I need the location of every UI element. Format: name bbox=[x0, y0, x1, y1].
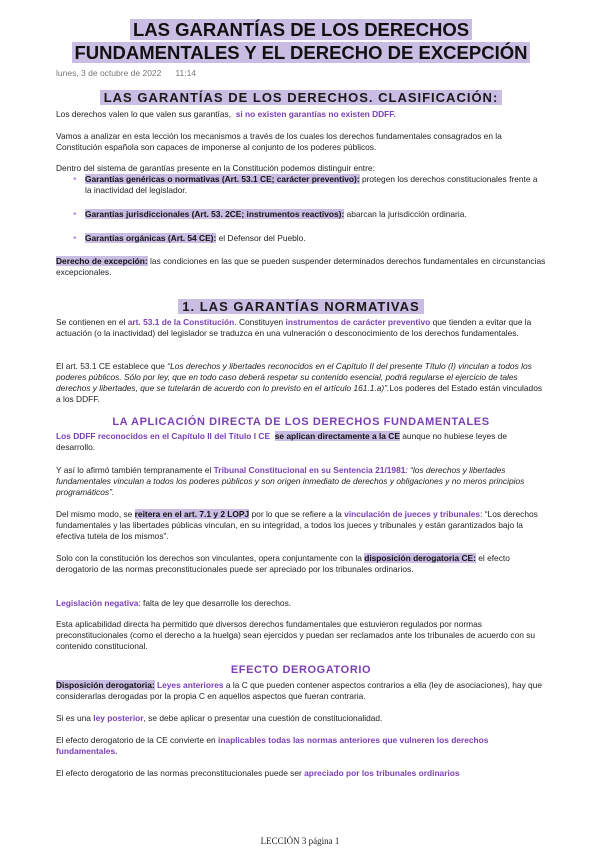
note-time: 11:14 bbox=[175, 68, 197, 78]
subheading-aplicacion-directa: LA APLICACIÓN DIRECTA DE LOS DERECHOS FUNDAMENTALES bbox=[112, 416, 490, 428]
paragraph-inaplicables: El efecto derogatorio de la CE convierte en inaplicables todas las normas anteriores que vulneren los derechos fundamentales. bbox=[56, 735, 489, 756]
paragraph-art531-quote: El art. 53.1 CE establece que “Los derechos y libertades reconocidos en el Capítulo II del presente Título (I) vinculan a todos los poderes públicos. Sólo por ley, que en todo caso deberá respetar su contenido esencial, podrá regularse el ejercicio de tales derechos y libertades, que se tutelarán de acuerdo con lo previsto en el artículo 161.1.a)”.Los poderes del Estado están vinculados a los DDFF. bbox=[56, 361, 543, 404]
paragraph-excepcion: Derecho de excepción: las condiciones en las que se pueden suspender determinados derechos fundamentales en circunstancias excepcionales. bbox=[56, 256, 546, 277]
paragraph-legislacion-negativa: Legislación negativa: falta de ley que desarrolle los derechos. bbox=[56, 598, 292, 608]
paragraph-ddff: Los DDFF reconocidos en el Capítulo II del Título I CE se aplican directamente a la CE aunque no hubiese leyes de desarrollo. bbox=[56, 431, 508, 452]
title-line-2: FUNDAMENTALES Y EL DERECHO DE EXCEPCIÓN bbox=[72, 42, 531, 63]
section-heading-clasificacion: LAS GARANTÍAS DE LOS DERECHOS. CLASIFICACIÓN: bbox=[56, 90, 546, 105]
paragraph-tc: Y así lo afirmó también tempranamente el Tribunal Constitucional en su Sentencia 21/1981: “los derechos y libertades fundamentales vinculan a todos los poderes públicos y son origen inmediato de derechos y obligaciones y no meros principios programáticos”. bbox=[56, 465, 525, 497]
guarantees-list-2 bbox=[56, 209, 546, 220]
paragraph-ley-posterior: Si es una ley posterior, se debe aplicar o presentar una cuestión de constitucionalidad. bbox=[56, 713, 383, 723]
paragraph-art531: Se contienen en el art. 53.1 de la Constitución. Constituyen instrumentos de carácter preventivo que tienden a evitar que la actuación (o la inactividad) del legislador se traduzca en una vulneración o desconocimiento de los derechos fundamentales. bbox=[56, 317, 532, 338]
list-item: • Garantías jurisdiccionales (Art. 53. 2CE; instrumentos reactivos): abarcan la jurisdicción ordinaria. bbox=[73, 209, 467, 220]
guarantees-list-3 bbox=[56, 233, 546, 244]
note-timestamp bbox=[56, 68, 196, 78]
bullet-icon: • bbox=[73, 209, 77, 220]
document-title bbox=[66, 18, 536, 64]
paragraph-analysis: Vamos a analizar en esta lección los mecanismos a través de los cuales los derechos fundamentales consagrados en la Constitución española son capaces de imponerse al conjunto de los poderes públicos. bbox=[56, 131, 502, 152]
paragraph-tribunales: El efecto derogatorio de las normas preconstitucionales puede ser apreciado por los tribunales ordinarios bbox=[56, 768, 460, 778]
list-item: • Garantías genéricas o normativas (Art. 53.1 CE; carácter preventivo): protegen los derechos constitucionales frente a la inactividad del legislador. bbox=[73, 174, 538, 195]
subheading-efecto-derogatorio: EFECTO DEROGATORIO bbox=[230, 664, 372, 676]
title-line-1: LAS GARANTÍAS DE LOS DERECHOS bbox=[130, 19, 472, 40]
paragraph-derogatoria: Solo con la constitución los derechos son vinculantes, opera conjuntamente con la disposición derogatoria CE: el efecto derogatorio de las normas preconstitucionales puede ser apreciado por los tribunales ordinarios. bbox=[56, 553, 510, 574]
paragraph-lopj: Del mismo modo, se reitera en el art. 7.1 y 2 LOPJ por lo que se refiere a la vinculación de jueces y tribunales: “Los derechos fundamentales y las libertades públicas vinculan, en su integridad, a todos los jueces y tribunales y están garantizados bajo la efectiva tutela de los mismos”. bbox=[56, 509, 538, 541]
paragraph-intro: Los derechos valen lo que valen sus garantías, si no existen garantías no existen DDFF. bbox=[56, 109, 396, 119]
note-date: lunes, 3 de octubre de 2022 bbox=[56, 68, 162, 78]
bullet-icon: • bbox=[73, 233, 77, 244]
paragraph-aplicabilidad: Esta aplicabilidad directa ha permitido que diversos derechos fundamentales que estuvieron regulados por normas preconstitucionales (como el derecho a la huelga) sean ejercidos y puedan ser reclamados ante los tribunales de acuerdo con su contenido constitucional. bbox=[56, 619, 536, 651]
list-item: • Garantías orgánicas (Art. 54 CE): el Defensor del Pueblo. bbox=[73, 233, 306, 244]
page-footer: LECCIÓN 3 página 1 bbox=[260, 836, 340, 846]
section-heading-normativas: 1. LAS GARANTÍAS NORMATIVAS bbox=[56, 299, 546, 314]
paragraph-distinguish: Dentro del sistema de garantías presente en la Constitución podemos distinguir entre: bbox=[56, 163, 375, 173]
bullet-icon: • bbox=[73, 174, 77, 185]
guarantees-list bbox=[56, 174, 546, 196]
paragraph-disposicion: Disposición derogatoria: Leyes anteriores a la C que pueden contener aspectos contrarios a ella (ley de asociaciones), hay que considerarlas derogadas por la propia C en aquellos aspectos que fueran contraria. bbox=[56, 680, 543, 701]
